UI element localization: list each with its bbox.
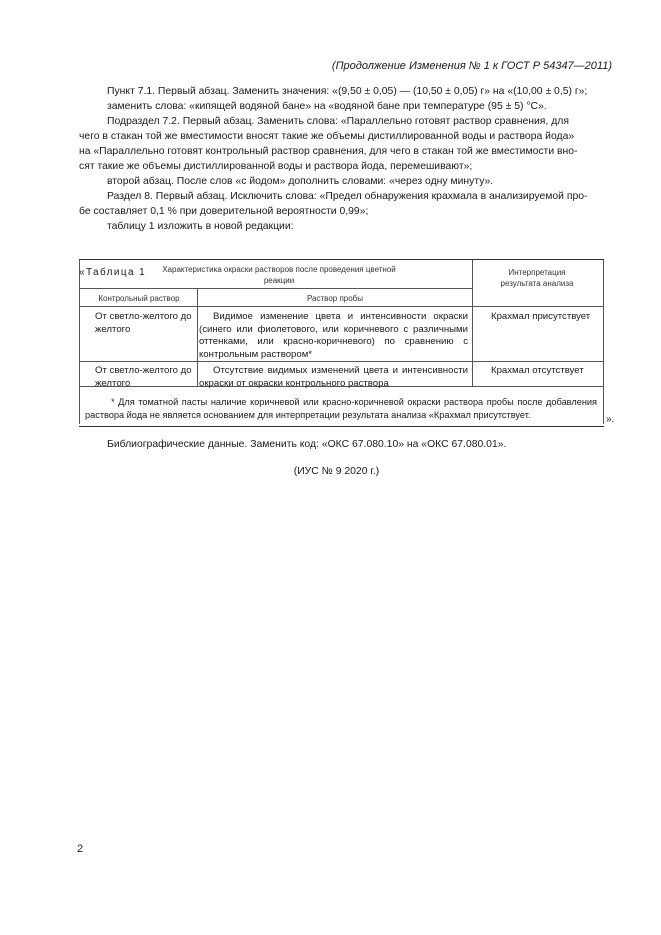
- body-line: на «Параллельно готовят контрольный раствор сравнения, для чего в стакан той же вместимости вно-: [79, 146, 578, 157]
- page-number: 2: [77, 843, 84, 855]
- table-footnote: * Для томатной пасты наличие коричневой или красно-коричневой окраски раствора пробы после добавления раствора йода не является основанием для интерпретации результата анализа «Крахмал присутствует.: [85, 397, 597, 420]
- table-header-control: Контрольный раствор: [98, 294, 180, 303]
- table-closing-mark: ».: [606, 414, 615, 425]
- amendment-text: [79, 84, 615, 234]
- body-line: бе составляет 0,1 % при доверительной вероятности 0,99»;: [79, 206, 369, 217]
- row-1-control: От светло-желтого до желтого: [95, 311, 192, 335]
- row-1-result: Крахмал присутствует: [491, 311, 591, 322]
- body-line: Подраздел 7.2. Первый абзац. Заменить слова: «Параллельно готовят раствор сравнения, для: [107, 116, 569, 127]
- body-line: таблицу 1 изложить в новой редакции:: [107, 221, 294, 232]
- document-header: (Продолжение Изменения № 1 к ГОСТ Р 54347—2011): [331, 60, 612, 72]
- table-1: [79, 259, 604, 427]
- table-header-interpretation: Интерпретация результата анализа: [500, 268, 574, 288]
- body-line: второй абзац. После слов «с йодом» дополнить словами: «через одну минуту».: [107, 176, 494, 187]
- bibliographic-data: Библиографические данные. Заменить код: «ОКС 67.080.10» на «ОКС 67.080.01».: [107, 439, 507, 450]
- ius-reference: (ИУС № 9 2020 г.): [293, 466, 380, 477]
- row-2-control: От светло-желтого до желтого: [95, 365, 192, 389]
- table-caption: «Таблица 1: [79, 267, 147, 278]
- table-header-sample: Раствор пробы: [306, 294, 364, 303]
- row-2-result: Крахмал отсутствует: [491, 365, 584, 376]
- table-header-group: Характеристика окраски растворов после проведения цветной реакции: [162, 265, 396, 285]
- row-2-sample: Отсутствие видимых изменений цвета и интенсивности окраски от окраски контрольного раствора: [199, 365, 468, 389]
- body-line: заменить слова: «кипящей водяной бане» на «водяной бане при температуре (95 ± 5) °С».: [107, 101, 547, 112]
- body-line: Пункт 7.1. Первый абзац. Заменить значения: «(9,50 ± 0,05) — (10,50 ± 0,05) г» на «(10,00 ± 0,5) г»;: [107, 86, 588, 97]
- body-line: чего в стакан той же вместимости вносят такие же объемы дистиллированной воды и раствора йода»: [79, 131, 575, 142]
- body-line: сят такие же объемы дистиллированной воды и раствора йода, перемешивают»;: [79, 161, 473, 172]
- row-1-sample: Видимое изменение цвета и интенсивности окраски (синего или фиолетового, или коричневого с различными оттенками, или красно-коричневого) по сравнению с контрольным раствором*: [199, 311, 468, 360]
- body-line: Раздел 8. Первый абзац. Исключить слова: «Предел обнаружения крахмала в анализируемой про-: [107, 191, 588, 202]
